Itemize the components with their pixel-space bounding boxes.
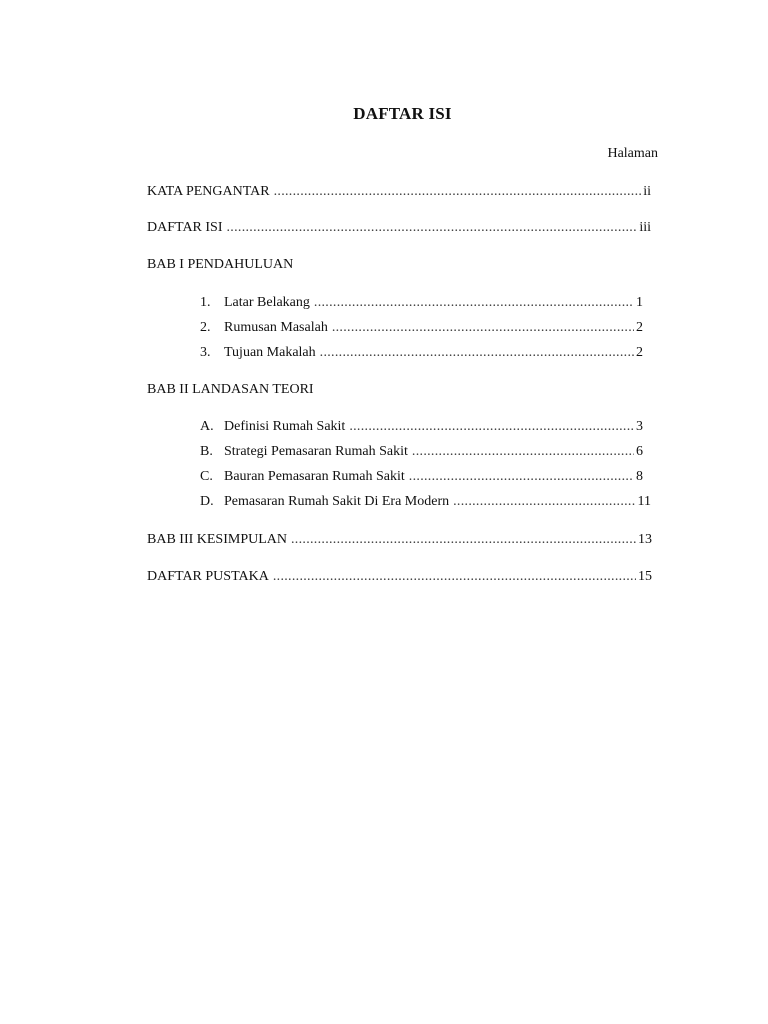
toc-entry-text: Pemasaran Rumah Sakit Di Era Modern — [224, 494, 450, 509]
dot-leader — [453, 493, 635, 511]
toc-entry-label: KATA PENGANTAR — [147, 184, 270, 199]
toc-entry-text: Definisi Rumah Sakit — [224, 419, 346, 434]
dot-leader — [349, 418, 634, 436]
toc-page-number: 1 — [636, 295, 643, 310]
toc-entry-label — [200, 294, 310, 312]
toc-subentry-strategi-pemasaran[interactable] — [200, 443, 643, 461]
toc-page-number: 2 — [636, 345, 643, 360]
dot-leader — [320, 344, 634, 362]
page-number-header: Halaman — [607, 146, 658, 161]
list-marker: A. — [200, 419, 214, 434]
toc-page-number: ii — [643, 184, 651, 199]
dot-leader — [273, 568, 636, 586]
page-title: DAFTAR ISI — [353, 104, 452, 123]
toc-page-number: 11 — [637, 494, 651, 509]
list-marker: D. — [200, 494, 214, 509]
toc-entry-bab-3[interactable] — [147, 531, 652, 549]
toc-subentry-tujuan-makalah[interactable] — [200, 344, 643, 362]
toc-entry-label — [200, 418, 345, 436]
dot-leader — [412, 443, 634, 461]
toc-entry-label — [200, 344, 316, 362]
toc-subentry-pemasaran-era-modern[interactable] — [200, 493, 651, 511]
toc-page-number: 13 — [638, 532, 652, 547]
toc-entry-daftar-pustaka[interactable] — [147, 568, 652, 586]
toc-subentry-rumusan-masalah[interactable] — [200, 319, 643, 337]
list-marker: 1. — [200, 295, 211, 310]
dot-leader — [314, 294, 634, 312]
dot-leader — [291, 531, 636, 549]
list-marker: B. — [200, 444, 213, 459]
chapter-heading-bab-1[interactable]: BAB I PENDAHULUAN — [147, 257, 294, 272]
chapter-heading-bab-2[interactable]: BAB II LANDASAN TEORI — [147, 382, 314, 397]
dot-leader — [332, 319, 634, 337]
toc-entry-daftar-isi[interactable] — [147, 219, 651, 237]
toc-entry-label — [200, 468, 405, 486]
dot-leader — [409, 468, 634, 486]
toc-entry-label: BAB III KESIMPULAN — [147, 532, 287, 547]
toc-entry-label: DAFTAR PUSTAKA — [147, 569, 269, 584]
toc-page-number: 3 — [636, 419, 643, 434]
list-marker: 3. — [200, 345, 211, 360]
toc-entry-text: Rumusan Masalah — [224, 320, 328, 335]
toc-entry-label — [200, 443, 408, 461]
toc-page-number: 6 — [636, 444, 643, 459]
toc-page-number: 8 — [636, 469, 643, 484]
toc-entry-label — [200, 493, 449, 511]
toc-entry-kata-pengantar[interactable] — [147, 183, 651, 201]
toc-page-number: iii — [639, 220, 651, 235]
list-marker: C. — [200, 469, 213, 484]
toc-page-number: 2 — [636, 320, 643, 335]
toc-subentry-definisi-rumah-sakit[interactable] — [200, 418, 643, 436]
toc-entry-label: DAFTAR ISI — [147, 220, 223, 235]
toc-entry-text: Latar Belakang — [224, 295, 310, 310]
toc-entry-text: Bauran Pemasaran Rumah Sakit — [224, 469, 405, 484]
list-marker: 2. — [200, 320, 211, 335]
toc-entry-text: Tujuan Makalah — [224, 345, 316, 360]
toc-entry-label — [200, 319, 328, 337]
toc-subentry-bauran-pemasaran[interactable] — [200, 468, 643, 486]
dot-leader — [274, 183, 642, 201]
toc-entry-text: Strategi Pemasaran Rumah Sakit — [224, 444, 408, 459]
toc-subentry-latar-belakang[interactable] — [200, 294, 643, 312]
toc-page-number: 15 — [638, 569, 652, 584]
dot-leader — [227, 219, 638, 237]
